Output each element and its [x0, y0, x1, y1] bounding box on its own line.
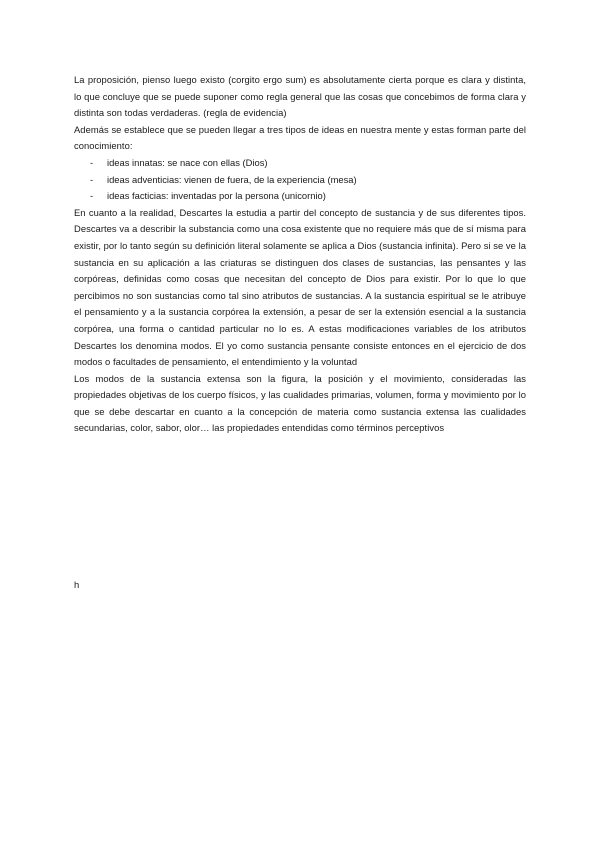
bullet-marker: - — [90, 173, 94, 185]
document-body — [74, 72, 526, 437]
list-item — [90, 155, 526, 172]
list-item-text: ideas innatas: se nace con ellas (Dios) — [107, 156, 268, 168]
idea-types-list — [74, 155, 526, 205]
list-item — [90, 188, 526, 205]
paragraph-substance: En cuanto a la realidad, Descartes la estudia a partir del concepto de sustancia y de sus diferentes tipos. Descartes va a describir la substancia como una cosa existente que no requiere más que de sí misma para existir, por lo tanto según su definición literal solamente se aplica a Dios (sustancia infinita). Pero si se ve la sustancia en su aplicación a las criaturas se distinguen dos clases de sustancias, las pensantes y las corpóreas, definidas como cosas que necesitan del concepto de Dios para existir. Por lo que lo que percibimos no son sustancias como tal sino atributos de sustancias. A la sustancia espiritual se le atribuye el pensamiento y a la sustancia corpórea la extensión, a pesar de ser la extensión esencial a la sustancia corpórea, una forma o cantidad particular no lo es. A estas modificaciones variables de los atributos Descartes los denomina modos. El yo como sustancia pensante consiste entonces en el ejercicio de dos modos o facultades de pensamiento, el entendimiento y la voluntad — [74, 206, 526, 368]
list-item-text: ideas adventicias: vienen de fuera, de la experiencia (mesa) — [107, 173, 357, 185]
bullet-marker: - — [90, 156, 94, 168]
list-item-text: ideas facticias: inventadas por la persona (unicornio) — [107, 190, 326, 202]
trailing-text: h — [74, 579, 80, 590]
list-item — [90, 172, 526, 189]
paragraph-evidence-rule: La proposición, pienso luego existo (corgito ergo sum) es absolutamente cierta porque es clara y distinta, lo que concluye que se puede suponer como regla general que las cosas que concebimos de forma clara y distinta son todas verdaderas. (regla de evidencia) — [74, 74, 526, 119]
paragraph-extended-substance: Los modos de la sustancia extensa son la figura, la posición y el movimiento, consideradas las propiedades objetivas de los cuerpo físicos, y las cualidades primarias, volumen, forma y movimiento por lo que se debe descartar en cuanto a la concepción de materia como sustancia extensa las cualidades secundarias, color, sabor, olor… las propiedades entendidas como términos perceptivos — [74, 372, 526, 434]
paragraph-idea-types-intro: Además se establece que se pueden llegar a tres tipos de ideas en nuestra mente y estas forman parte del conocimiento: — [74, 123, 526, 152]
bullet-marker: - — [90, 190, 94, 202]
